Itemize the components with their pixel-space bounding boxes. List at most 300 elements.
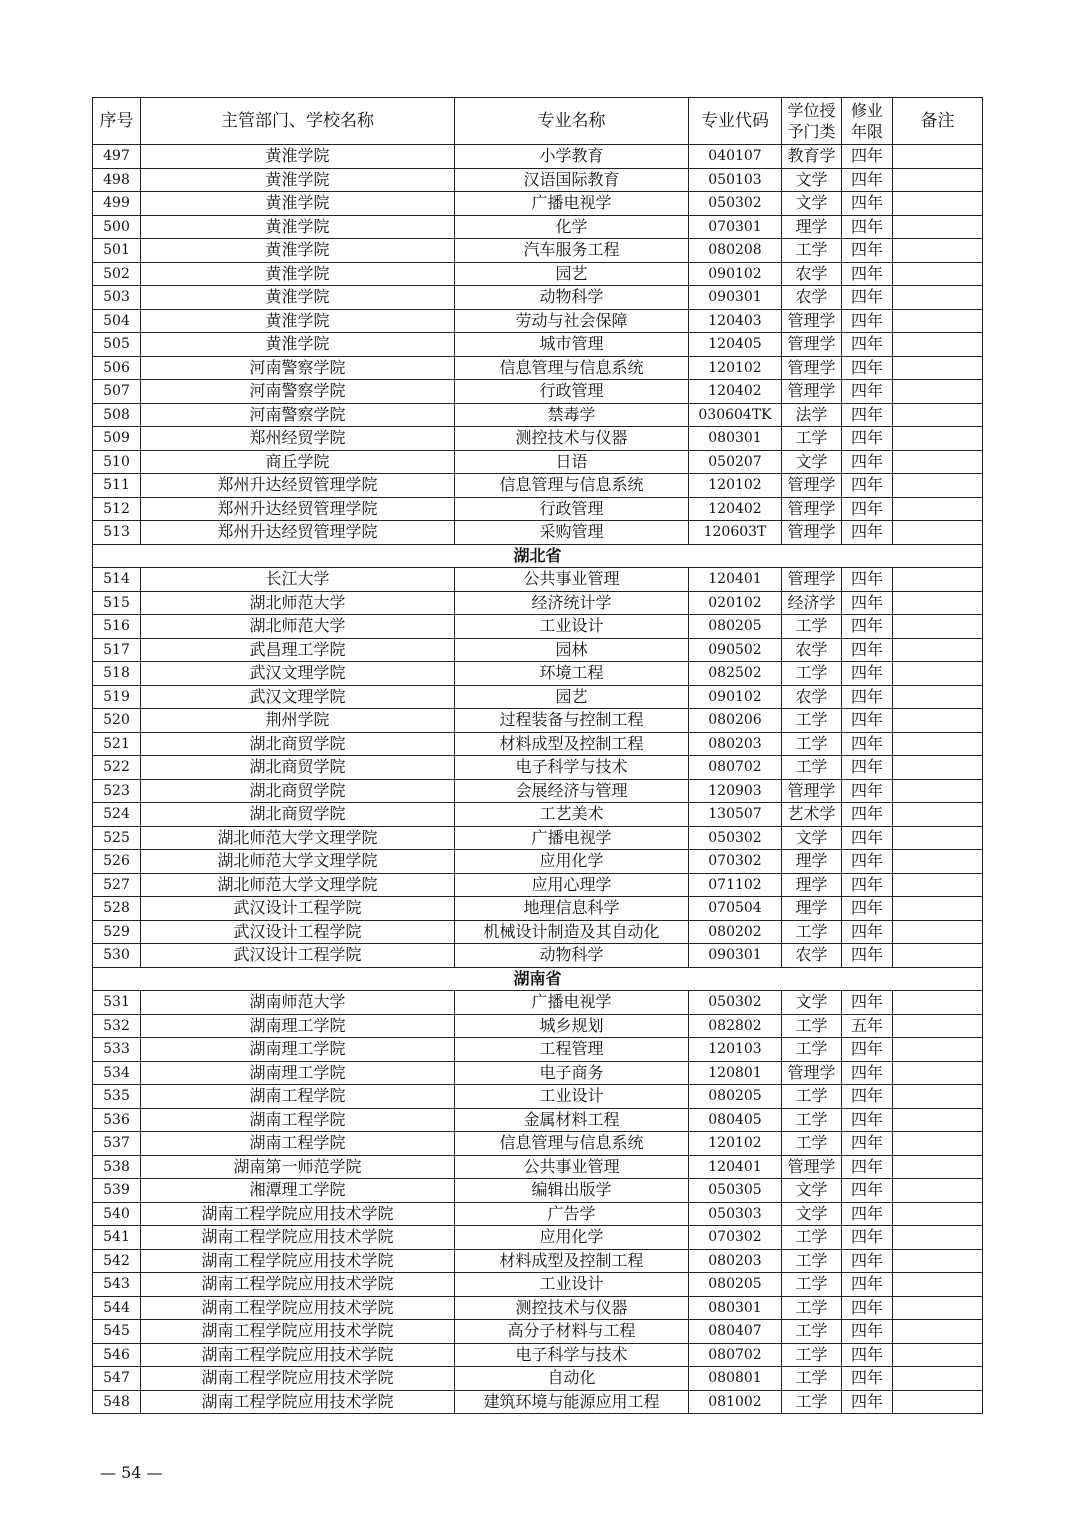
row-school: 河南警察学院 — [141, 380, 455, 404]
header-major: 专业名称 — [455, 98, 689, 145]
province-name: 湖南省 — [93, 967, 983, 991]
row-note — [893, 732, 983, 756]
row-code: 080301 — [689, 1296, 782, 1320]
row-degree: 管理学 — [782, 333, 842, 357]
row-note — [893, 380, 983, 404]
row-years: 四年 — [842, 192, 893, 216]
row-school: 湖南理工学院 — [141, 1014, 455, 1038]
row-number: 540 — [93, 1202, 141, 1226]
row-major: 劳动与社会保障 — [455, 309, 689, 333]
row-major: 材料成型及控制工程 — [455, 1249, 689, 1273]
row-years: 四年 — [842, 826, 893, 850]
header-code: 专业代码 — [689, 98, 782, 145]
row-degree: 理学 — [782, 215, 842, 239]
row-years: 四年 — [842, 1320, 893, 1344]
row-years: 四年 — [842, 215, 893, 239]
row-years: 四年 — [842, 286, 893, 310]
row-number: 534 — [93, 1061, 141, 1085]
row-code: 040107 — [689, 145, 782, 169]
row-major: 测控技术与仪器 — [455, 1296, 689, 1320]
row-note — [893, 803, 983, 827]
row-note — [893, 356, 983, 380]
row-number: 508 — [93, 403, 141, 427]
row-note — [893, 286, 983, 310]
row-code: 120402 — [689, 497, 782, 521]
row-years: 四年 — [842, 450, 893, 474]
row-major: 信息管理与信息系统 — [455, 356, 689, 380]
table-row — [93, 1132, 983, 1156]
table-row — [93, 239, 983, 263]
row-note — [893, 1202, 983, 1226]
table-row — [93, 920, 983, 944]
row-years: 四年 — [842, 615, 893, 639]
row-number: 507 — [93, 380, 141, 404]
table-row — [93, 662, 983, 686]
row-school: 湖南工程学院应用技术学院 — [141, 1296, 455, 1320]
row-major: 汽车服务工程 — [455, 239, 689, 263]
row-school: 郑州经贸学院 — [141, 427, 455, 451]
row-code: 120903 — [689, 779, 782, 803]
row-code: 120401 — [689, 1155, 782, 1179]
table-row — [93, 286, 983, 310]
row-degree: 文学 — [782, 168, 842, 192]
row-degree: 工学 — [782, 1273, 842, 1297]
row-degree: 文学 — [782, 192, 842, 216]
row-years: 四年 — [842, 262, 893, 286]
row-school: 湖北师范大学 — [141, 591, 455, 615]
row-code: 090301 — [689, 944, 782, 968]
row-note — [893, 591, 983, 615]
row-code: 090301 — [689, 286, 782, 310]
table-row — [93, 944, 983, 968]
row-degree: 管理学 — [782, 521, 842, 545]
table-row — [93, 685, 983, 709]
table-row — [93, 732, 983, 756]
table-row — [93, 991, 983, 1015]
row-note — [893, 1226, 983, 1250]
row-number: 503 — [93, 286, 141, 310]
row-code: 070301 — [689, 215, 782, 239]
row-major: 信息管理与信息系统 — [455, 1132, 689, 1156]
row-years: 四年 — [842, 380, 893, 404]
row-years: 五年 — [842, 1014, 893, 1038]
row-note — [893, 1155, 983, 1179]
row-number: 528 — [93, 897, 141, 921]
row-school: 黄淮学院 — [141, 145, 455, 169]
row-school: 湖北师范大学文理学院 — [141, 873, 455, 897]
row-school: 黄淮学院 — [141, 239, 455, 263]
table-row — [93, 521, 983, 545]
row-years: 四年 — [842, 920, 893, 944]
table-row — [93, 615, 983, 639]
row-number: 511 — [93, 474, 141, 498]
row-school: 郑州升达经贸管理学院 — [141, 521, 455, 545]
province-row — [93, 967, 983, 991]
row-school: 湖南工程学院 — [141, 1108, 455, 1132]
row-code: 081002 — [689, 1390, 782, 1414]
row-degree: 工学 — [782, 1132, 842, 1156]
row-note — [893, 192, 983, 216]
row-major: 工业设计 — [455, 615, 689, 639]
row-major: 公共事业管理 — [455, 568, 689, 592]
row-code: 070302 — [689, 1226, 782, 1250]
row-school: 黄淮学院 — [141, 333, 455, 357]
row-number: 504 — [93, 309, 141, 333]
row-number: 536 — [93, 1108, 141, 1132]
row-school: 郑州升达经贸管理学院 — [141, 497, 455, 521]
row-major: 广播电视学 — [455, 991, 689, 1015]
row-major: 化学 — [455, 215, 689, 239]
header-degree-line1: 学位授 — [787, 101, 836, 120]
row-years: 四年 — [842, 145, 893, 169]
row-degree: 工学 — [782, 1249, 842, 1273]
row-major: 经济统计学 — [455, 591, 689, 615]
row-number: 547 — [93, 1367, 141, 1391]
row-school: 湖北商贸学院 — [141, 803, 455, 827]
table-row — [93, 1367, 983, 1391]
row-code: 050103 — [689, 168, 782, 192]
row-degree: 管理学 — [782, 380, 842, 404]
table-row — [93, 1179, 983, 1203]
row-note — [893, 450, 983, 474]
row-major: 建筑环境与能源应用工程 — [455, 1390, 689, 1414]
row-code: 080202 — [689, 920, 782, 944]
row-years: 四年 — [842, 1226, 893, 1250]
row-degree: 文学 — [782, 991, 842, 1015]
row-school: 黄淮学院 — [141, 286, 455, 310]
row-number: 518 — [93, 662, 141, 686]
table-row — [93, 1226, 983, 1250]
table-row — [93, 850, 983, 874]
row-code: 080208 — [689, 239, 782, 263]
table-row — [93, 1014, 983, 1038]
row-major: 行政管理 — [455, 380, 689, 404]
row-note — [893, 615, 983, 639]
row-number: 525 — [93, 826, 141, 850]
row-code: 120402 — [689, 380, 782, 404]
row-major: 工业设计 — [455, 1273, 689, 1297]
row-degree: 农学 — [782, 638, 842, 662]
table-row — [93, 1296, 983, 1320]
row-code: 120801 — [689, 1061, 782, 1085]
row-number: 505 — [93, 333, 141, 357]
row-years: 四年 — [842, 1132, 893, 1156]
row-number: 541 — [93, 1226, 141, 1250]
header-no: 序号 — [93, 98, 141, 145]
table-body — [93, 145, 983, 1414]
row-school: 黄淮学院 — [141, 168, 455, 192]
row-school: 武汉文理学院 — [141, 685, 455, 709]
row-code: 080205 — [689, 1085, 782, 1109]
table-row — [93, 803, 983, 827]
row-number: 526 — [93, 850, 141, 874]
row-code: 082802 — [689, 1014, 782, 1038]
row-major: 测控技术与仪器 — [455, 427, 689, 451]
row-code: 120102 — [689, 1132, 782, 1156]
row-note — [893, 685, 983, 709]
table-row — [93, 356, 983, 380]
row-school: 河南警察学院 — [141, 356, 455, 380]
row-code: 050305 — [689, 1179, 782, 1203]
row-major: 工程管理 — [455, 1038, 689, 1062]
row-degree: 工学 — [782, 1367, 842, 1391]
table-row — [93, 333, 983, 357]
table-row — [93, 262, 983, 286]
row-school: 湖南理工学院 — [141, 1061, 455, 1085]
row-major: 城市管理 — [455, 333, 689, 357]
row-major: 材料成型及控制工程 — [455, 732, 689, 756]
row-note — [893, 991, 983, 1015]
row-years: 四年 — [842, 356, 893, 380]
row-years: 四年 — [842, 638, 893, 662]
row-years: 四年 — [842, 1273, 893, 1297]
row-number: 548 — [93, 1390, 141, 1414]
row-code: 080407 — [689, 1320, 782, 1344]
row-code: 080203 — [689, 1249, 782, 1273]
row-school: 湖南工程学院应用技术学院 — [141, 1226, 455, 1250]
table-row — [93, 1249, 983, 1273]
table-row — [93, 591, 983, 615]
row-school: 湖北师范大学 — [141, 615, 455, 639]
row-major: 电子科学与技术 — [455, 1343, 689, 1367]
row-note — [893, 403, 983, 427]
table-row — [93, 168, 983, 192]
table-row — [93, 826, 983, 850]
row-school: 湖南工程学院 — [141, 1132, 455, 1156]
row-degree: 理学 — [782, 873, 842, 897]
row-note — [893, 897, 983, 921]
row-school: 湖南工程学院应用技术学院 — [141, 1202, 455, 1226]
row-degree: 工学 — [782, 920, 842, 944]
row-years: 四年 — [842, 779, 893, 803]
row-major: 工业设计 — [455, 1085, 689, 1109]
row-note — [893, 568, 983, 592]
row-number: 521 — [93, 732, 141, 756]
row-number: 529 — [93, 920, 141, 944]
row-number: 516 — [93, 615, 141, 639]
row-degree: 农学 — [782, 262, 842, 286]
row-major: 园林 — [455, 638, 689, 662]
header-note: 备注 — [893, 98, 983, 145]
row-code: 120401 — [689, 568, 782, 592]
header-years — [842, 98, 893, 145]
row-major: 环境工程 — [455, 662, 689, 686]
row-code: 050302 — [689, 192, 782, 216]
row-years: 四年 — [842, 403, 893, 427]
table-row — [93, 1320, 983, 1344]
row-number: 535 — [93, 1085, 141, 1109]
row-degree: 管理学 — [782, 568, 842, 592]
row-major: 电子科学与技术 — [455, 756, 689, 780]
row-school: 湖南师范大学 — [141, 991, 455, 1015]
row-years: 四年 — [842, 1390, 893, 1414]
row-code: 120102 — [689, 356, 782, 380]
table-row — [93, 568, 983, 592]
row-major: 汉语国际教育 — [455, 168, 689, 192]
row-major: 电子商务 — [455, 1061, 689, 1085]
row-note — [893, 1320, 983, 1344]
row-years: 四年 — [842, 873, 893, 897]
row-code: 080203 — [689, 732, 782, 756]
row-degree: 工学 — [782, 1296, 842, 1320]
row-years: 四年 — [842, 239, 893, 263]
row-degree: 工学 — [782, 1320, 842, 1344]
row-code: 130507 — [689, 803, 782, 827]
row-major: 地理信息科学 — [455, 897, 689, 921]
row-years: 四年 — [842, 944, 893, 968]
table-row — [93, 1085, 983, 1109]
row-code: 120103 — [689, 1038, 782, 1062]
row-number: 514 — [93, 568, 141, 592]
row-note — [893, 1132, 983, 1156]
row-degree: 工学 — [782, 756, 842, 780]
row-major: 高分子材料与工程 — [455, 1320, 689, 1344]
row-major: 行政管理 — [455, 497, 689, 521]
row-degree: 法学 — [782, 403, 842, 427]
table-row — [93, 1155, 983, 1179]
row-number: 500 — [93, 215, 141, 239]
row-note — [893, 826, 983, 850]
table-row — [93, 1061, 983, 1085]
row-school: 武昌理工学院 — [141, 638, 455, 662]
row-code: 120102 — [689, 474, 782, 498]
row-degree: 艺术学 — [782, 803, 842, 827]
row-school: 湖北商贸学院 — [141, 756, 455, 780]
row-degree: 工学 — [782, 1108, 842, 1132]
row-number: 498 — [93, 168, 141, 192]
row-number: 513 — [93, 521, 141, 545]
row-note — [893, 662, 983, 686]
table-row — [93, 215, 983, 239]
row-degree: 理学 — [782, 897, 842, 921]
row-degree: 文学 — [782, 1202, 842, 1226]
table-row — [93, 427, 983, 451]
row-years: 四年 — [842, 803, 893, 827]
row-major: 自动化 — [455, 1367, 689, 1391]
row-code: 070504 — [689, 897, 782, 921]
row-school: 湖南工程学院应用技术学院 — [141, 1390, 455, 1414]
row-major: 动物科学 — [455, 286, 689, 310]
row-number: 538 — [93, 1155, 141, 1179]
row-number: 533 — [93, 1038, 141, 1062]
row-note — [893, 1296, 983, 1320]
header-school: 主管部门、学校名称 — [141, 98, 455, 145]
row-note — [893, 145, 983, 169]
row-years: 四年 — [842, 1249, 893, 1273]
row-years: 四年 — [842, 474, 893, 498]
row-number: 502 — [93, 262, 141, 286]
row-code: 030604TK — [689, 403, 782, 427]
row-degree: 工学 — [782, 662, 842, 686]
row-degree: 管理学 — [782, 1155, 842, 1179]
row-note — [893, 1085, 983, 1109]
row-degree: 文学 — [782, 826, 842, 850]
row-school: 黄淮学院 — [141, 215, 455, 239]
table-row — [93, 873, 983, 897]
table-row — [93, 638, 983, 662]
row-major: 机械设计制造及其自动化 — [455, 920, 689, 944]
row-code: 080206 — [689, 709, 782, 733]
row-number: 501 — [93, 239, 141, 263]
row-note — [893, 1014, 983, 1038]
row-note — [893, 474, 983, 498]
row-major: 广告学 — [455, 1202, 689, 1226]
majors-table — [92, 97, 983, 1414]
row-code: 080801 — [689, 1367, 782, 1391]
row-years: 四年 — [842, 521, 893, 545]
row-years: 四年 — [842, 662, 893, 686]
row-years: 四年 — [842, 168, 893, 192]
row-code: 120603T — [689, 521, 782, 545]
row-years: 四年 — [842, 756, 893, 780]
row-number: 509 — [93, 427, 141, 451]
row-code: 080301 — [689, 427, 782, 451]
row-major: 小学教育 — [455, 145, 689, 169]
row-number: 506 — [93, 356, 141, 380]
row-major: 信息管理与信息系统 — [455, 474, 689, 498]
row-code: 080205 — [689, 615, 782, 639]
row-degree: 管理学 — [782, 474, 842, 498]
row-school: 湘潭理工学院 — [141, 1179, 455, 1203]
row-note — [893, 215, 983, 239]
row-code: 090102 — [689, 262, 782, 286]
row-note — [893, 1061, 983, 1085]
table-row — [93, 1390, 983, 1414]
row-code: 050303 — [689, 1202, 782, 1226]
row-number: 537 — [93, 1132, 141, 1156]
row-years: 四年 — [842, 1085, 893, 1109]
row-major: 日语 — [455, 450, 689, 474]
row-degree: 工学 — [782, 615, 842, 639]
row-degree: 文学 — [782, 1179, 842, 1203]
row-major: 应用化学 — [455, 1226, 689, 1250]
row-degree: 工学 — [782, 239, 842, 263]
row-major: 动物科学 — [455, 944, 689, 968]
table-row — [93, 897, 983, 921]
row-years: 四年 — [842, 850, 893, 874]
row-note — [893, 1179, 983, 1203]
row-number: 515 — [93, 591, 141, 615]
row-code: 080205 — [689, 1273, 782, 1297]
header-row — [93, 98, 983, 145]
row-major: 应用心理学 — [455, 873, 689, 897]
row-number: 527 — [93, 873, 141, 897]
row-number: 524 — [93, 803, 141, 827]
row-major: 应用化学 — [455, 850, 689, 874]
row-school: 武汉设计工程学院 — [141, 897, 455, 921]
row-major: 工艺美术 — [455, 803, 689, 827]
row-school: 湖北商贸学院 — [141, 732, 455, 756]
row-number: 499 — [93, 192, 141, 216]
row-degree: 工学 — [782, 427, 842, 451]
table-row — [93, 403, 983, 427]
row-number: 530 — [93, 944, 141, 968]
row-code: 090102 — [689, 685, 782, 709]
row-number: 543 — [93, 1273, 141, 1297]
row-school: 郑州升达经贸管理学院 — [141, 474, 455, 498]
row-note — [893, 709, 983, 733]
row-degree: 管理学 — [782, 497, 842, 521]
row-note — [893, 1343, 983, 1367]
row-note — [893, 1038, 983, 1062]
row-degree: 工学 — [782, 1343, 842, 1367]
row-number: 544 — [93, 1296, 141, 1320]
row-school: 湖南工程学院 — [141, 1085, 455, 1109]
row-code: 120405 — [689, 333, 782, 357]
row-school: 黄淮学院 — [141, 192, 455, 216]
row-years: 四年 — [842, 685, 893, 709]
row-years: 四年 — [842, 897, 893, 921]
